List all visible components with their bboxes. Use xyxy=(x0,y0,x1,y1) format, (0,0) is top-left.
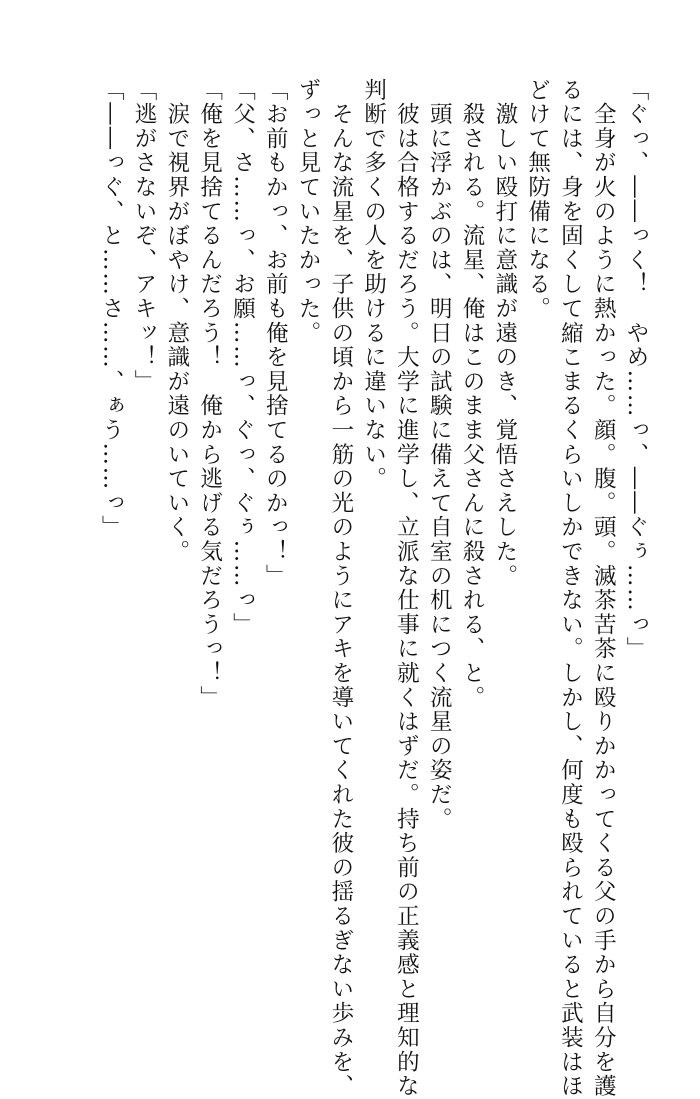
text-line: 「逃がさないぞ、アキッ！」 xyxy=(131,78,158,394)
text-line: 涙で視界がぼやけ、意識が遠のいていく。 xyxy=(163,78,190,564)
text-line: 「――っぐ、と……さ……、ぁう……っ」 xyxy=(98,78,125,540)
text-line: 彼は合格するだろう。大学に進学し、立派な仕事に就くはずだ。持ち前の正義感と理知的な xyxy=(393,78,420,1099)
text-line: るには、身を固くして縮こまるくらいしかできない。しかし、何度も殴られていると武装はほ xyxy=(557,78,584,1099)
text-line: 全身が火のように熱かった。顔。腹。頭。滅茶苦茶に殴りかかってくる父の手から自分を護 xyxy=(590,78,617,1099)
text-line: 「ぐっ、――っく！ やめ……っ、――ぐぅ……っ」 xyxy=(623,78,649,662)
text-line: 「父、さ……っ、お願……っ、ぐっ、ぐぅ……っ」 xyxy=(229,78,256,637)
text-line: 殺される。流星、俺はこのまま父さんに殺される、と。 xyxy=(459,78,486,710)
text-line: 「俺を見捨てるんだろう！ 俺から逃げる気だろうっ！」 xyxy=(196,78,223,710)
text-line: 「お前もかっ、お前も俺を見捨てるのかっ！」 xyxy=(262,78,289,589)
text-line: 頭に浮かぶのは、明日の試験に備えて自室の机につく流星の姿だ。 xyxy=(426,78,453,832)
vertical-text-body xyxy=(94,78,652,1099)
text-line: ずっと見ていたかった。 xyxy=(295,78,322,346)
text-line: 激しい殴打に意識が遠のき、覚悟さえした。 xyxy=(491,78,518,589)
text-line: どけて無防備になる。 xyxy=(524,78,551,321)
text-line: そんな流星を、子供の頃から一筋の光のようにアキを導いてくれた彼の揺るぎない歩みを、 xyxy=(327,78,354,1099)
text-line: 判断で多くの人を助けるに違いない。 xyxy=(360,78,387,492)
